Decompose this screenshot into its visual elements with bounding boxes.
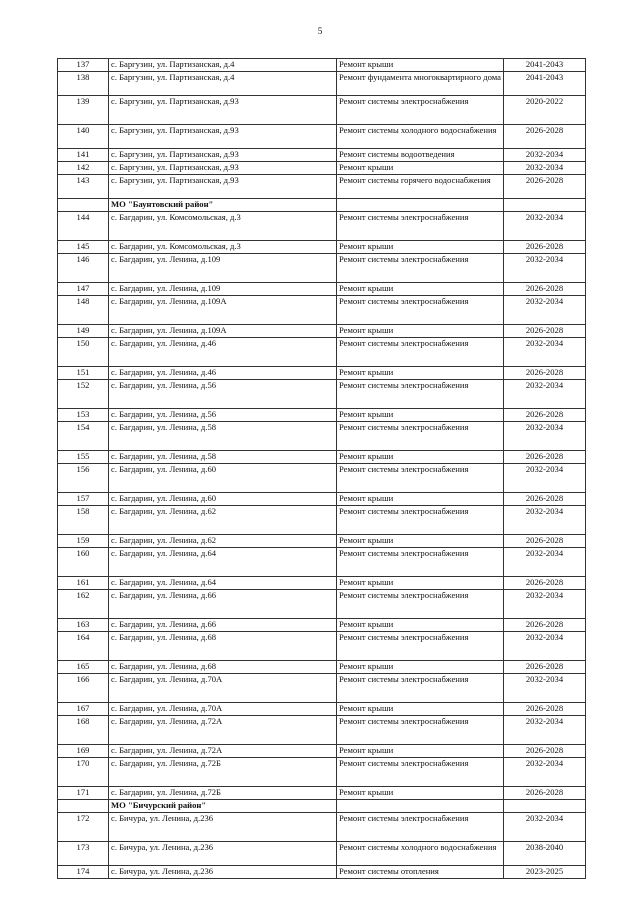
cell-address: с. Бичура, ул. Ленина, д.236 [109, 866, 337, 879]
cell-address: с. Багдарин, ул. Ленина, д.64 [109, 577, 337, 590]
cell-number: 163 [58, 619, 109, 632]
cell-work-type: Ремонт крыши [337, 661, 504, 674]
cell-work-type: Ремонт крыши [337, 787, 504, 800]
cell-work-type: Ремонт крыши [337, 59, 504, 72]
cell-years: 2026-2028 [504, 451, 586, 464]
cell-number: 154 [58, 422, 109, 451]
cell-work-type: Ремонт системы горячего водоснабжения [337, 175, 504, 199]
table-row [58, 338, 586, 367]
cell-number: 140 [58, 125, 109, 149]
cell-address: с. Багдарин, ул. Ленина, д.62 [109, 535, 337, 548]
cell-years: 2032-2034 [504, 548, 586, 577]
cell-number: 170 [58, 758, 109, 787]
table-row [58, 590, 586, 619]
cell-work-type: Ремонт системы холодного водоснабжения [337, 125, 504, 149]
cell-years: 2026-2028 [504, 241, 586, 254]
table-row [58, 842, 586, 866]
section-row [58, 800, 586, 813]
cell-work-type: Ремонт системы электроснабжения [337, 422, 504, 451]
cell-years: 2020-2022 [504, 96, 586, 125]
cell-address: с. Багдарин, ул. Ленина, д.109А [109, 325, 337, 338]
cell-address: с. Багдарин, ул. Ленина, д.58 [109, 422, 337, 451]
table-row [58, 241, 586, 254]
cell-work-type: Ремонт крыши [337, 162, 504, 175]
cell-years: 2032-2034 [504, 716, 586, 745]
cell-number: 151 [58, 367, 109, 380]
cell-address: с. Баргузин, ул. Партизанская, д.93 [109, 96, 337, 125]
table-row [58, 674, 586, 703]
cell-work-type: Ремонт системы электроснабжения [337, 716, 504, 745]
cell-years: 2032-2034 [504, 296, 586, 325]
cell-years: 2026-2028 [504, 703, 586, 716]
table-row [58, 212, 586, 241]
table-row [58, 577, 586, 590]
cell-work-type: Ремонт системы электроснабжения [337, 632, 504, 661]
cell-years: 2026-2028 [504, 745, 586, 758]
cell-address: с. Багдарин, ул. Ленина, д.72Б [109, 758, 337, 787]
cell-address: с. Багдарин, ул. Ленина, д.66 [109, 590, 337, 619]
cell-years: 2032-2034 [504, 632, 586, 661]
cell-years: 2026-2028 [504, 535, 586, 548]
cell-work-type: Ремонт системы электроснабжения [337, 758, 504, 787]
cell-address: с. Багдарин, ул. Ленина, д.109 [109, 283, 337, 296]
cell-work-type: Ремонт системы электроснабжения [337, 590, 504, 619]
cell-address: с. Багдарин, ул. Ленина, д.70А [109, 674, 337, 703]
cell-address: с. Баргузин, ул. Партизанская, д.4 [109, 59, 337, 72]
cell-address: с. Багдарин, ул. Ленина, д.68 [109, 661, 337, 674]
cell-work-type: Ремонт системы холодного водоснабжения [337, 842, 504, 866]
cell-address: с. Багдарин, ул. Ленина, д.56 [109, 409, 337, 422]
cell-years: 2032-2034 [504, 338, 586, 367]
table-row [58, 813, 586, 842]
table-row [58, 149, 586, 162]
cell-address: с. Багдарин, ул. Ленина, д.60 [109, 493, 337, 506]
cell-work-type: Ремонт системы отопления [337, 866, 504, 879]
cell-address: с. Багдарин, ул. Ленина, д.109 [109, 254, 337, 283]
table-row [58, 72, 586, 96]
section-title: МО "Баунтовский район" [109, 199, 337, 212]
cell-number [58, 199, 109, 212]
cell-years [504, 800, 586, 813]
cell-address: с. Баргузин, ул. Партизанская, д.4 [109, 72, 337, 96]
table-row [58, 535, 586, 548]
table-row [58, 506, 586, 535]
cell-address: с. Бичура, ул. Ленина, д.236 [109, 842, 337, 866]
cell-address: с. Багдарин, ул. Ленина, д.72А [109, 716, 337, 745]
cell-years: 2026-2028 [504, 175, 586, 199]
cell-years: 2032-2034 [504, 212, 586, 241]
cell-years: 2026-2028 [504, 283, 586, 296]
cell-work-type: Ремонт крыши [337, 367, 504, 380]
cell-years: 2032-2034 [504, 506, 586, 535]
table-row [58, 464, 586, 493]
cell-number: 162 [58, 590, 109, 619]
cell-address: с. Багдарин, ул. Ленина, д.62 [109, 506, 337, 535]
cell-address: с. Багдарин, ул. Ленина, д.56 [109, 380, 337, 409]
cell-years: 2032-2034 [504, 813, 586, 842]
cell-number: 171 [58, 787, 109, 800]
cell-number: 157 [58, 493, 109, 506]
cell-years: 2026-2028 [504, 661, 586, 674]
cell-number: 156 [58, 464, 109, 493]
repair-schedule-table [57, 58, 586, 879]
cell-work-type: Ремонт системы водоотведения [337, 149, 504, 162]
table-row [58, 59, 586, 72]
cell-number: 169 [58, 745, 109, 758]
cell-years: 2026-2028 [504, 125, 586, 149]
cell-years: 2026-2028 [504, 409, 586, 422]
cell-years: 2032-2034 [504, 464, 586, 493]
table-row [58, 548, 586, 577]
table-row [58, 703, 586, 716]
table-body [58, 59, 586, 879]
cell-number: 168 [58, 716, 109, 745]
table-row [58, 96, 586, 125]
table-row [58, 296, 586, 325]
table-row [58, 632, 586, 661]
cell-years: 2026-2028 [504, 367, 586, 380]
table-row [58, 283, 586, 296]
page-number: 5 [317, 26, 323, 36]
cell-address: с. Багдарин, ул. Ленина, д.46 [109, 338, 337, 367]
cell-years: 2026-2028 [504, 493, 586, 506]
cell-address: с. Бичура, ул. Ленина, д.236 [109, 813, 337, 842]
table-row [58, 619, 586, 632]
cell-number: 138 [58, 72, 109, 96]
cell-years: 2026-2028 [504, 577, 586, 590]
cell-number: 159 [58, 535, 109, 548]
cell-work-type: Ремонт системы электроснабжения [337, 96, 504, 125]
cell-years: 2032-2034 [504, 380, 586, 409]
cell-address: с. Багдарин, ул. Ленина, д.68 [109, 632, 337, 661]
cell-work-type: Ремонт системы электроснабжения [337, 338, 504, 367]
cell-number: 164 [58, 632, 109, 661]
cell-number: 141 [58, 149, 109, 162]
cell-years: 2026-2028 [504, 325, 586, 338]
cell-number: 158 [58, 506, 109, 535]
cell-number: 142 [58, 162, 109, 175]
table-row [58, 162, 586, 175]
cell-number: 147 [58, 283, 109, 296]
cell-number: 167 [58, 703, 109, 716]
cell-work-type: Ремонт системы электроснабжения [337, 296, 504, 325]
cell-years: 2032-2034 [504, 758, 586, 787]
cell-number: 166 [58, 674, 109, 703]
cell-work-type: Ремонт фундамента многоквартирного дома [337, 72, 504, 96]
cell-address: с. Багдарин, ул. Ленина, д.72Б [109, 787, 337, 800]
cell-work-type: Ремонт крыши [337, 241, 504, 254]
table-row [58, 175, 586, 199]
cell-number: 145 [58, 241, 109, 254]
cell-work-type: Ремонт крыши [337, 409, 504, 422]
cell-work-type: Ремонт системы электроснабжения [337, 212, 504, 241]
table-row [58, 866, 586, 879]
cell-number: 161 [58, 577, 109, 590]
cell-years: 2032-2034 [504, 422, 586, 451]
cell-work-type [337, 800, 504, 813]
cell-number: 139 [58, 96, 109, 125]
cell-work-type: Ремонт системы электроснабжения [337, 380, 504, 409]
cell-work-type [337, 199, 504, 212]
cell-number: 150 [58, 338, 109, 367]
cell-work-type: Ремонт крыши [337, 619, 504, 632]
cell-work-type: Ремонт крыши [337, 283, 504, 296]
cell-years: 2038-2040 [504, 842, 586, 866]
table-row [58, 451, 586, 464]
cell-work-type: Ремонт системы электроснабжения [337, 464, 504, 493]
cell-years: 2032-2034 [504, 149, 586, 162]
cell-number: 148 [58, 296, 109, 325]
cell-address: с. Багдарин, ул. Ленина, д.46 [109, 367, 337, 380]
cell-number: 160 [58, 548, 109, 577]
cell-address: с. Багдарин, ул. Комсомольская, д.3 [109, 241, 337, 254]
section-row [58, 199, 586, 212]
cell-years: 2041-2043 [504, 72, 586, 96]
cell-work-type: Ремонт системы электроснабжения [337, 506, 504, 535]
cell-address: с. Багдарин, ул. Ленина, д.66 [109, 619, 337, 632]
cell-work-type: Ремонт крыши [337, 325, 504, 338]
cell-years: 2032-2034 [504, 674, 586, 703]
cell-number: 172 [58, 813, 109, 842]
table-row [58, 787, 586, 800]
cell-address: с. Багдарин, ул. Ленина, д.60 [109, 464, 337, 493]
table-row [58, 716, 586, 745]
cell-work-type: Ремонт крыши [337, 493, 504, 506]
cell-years: 2023-2025 [504, 866, 586, 879]
cell-number: 146 [58, 254, 109, 283]
cell-address: с. Багдарин, ул. Ленина, д.58 [109, 451, 337, 464]
table-row [58, 325, 586, 338]
cell-number: 143 [58, 175, 109, 199]
cell-address: с. Багдарин, ул. Ленина, д.72А [109, 745, 337, 758]
cell-number: 149 [58, 325, 109, 338]
cell-work-type: Ремонт крыши [337, 703, 504, 716]
table-row [58, 380, 586, 409]
cell-address: с. Багдарин, ул. Ленина, д.70А [109, 703, 337, 716]
table-row [58, 409, 586, 422]
table-row [58, 367, 586, 380]
cell-address: с. Багдарин, ул. Ленина, д.64 [109, 548, 337, 577]
cell-work-type: Ремонт системы электроснабжения [337, 548, 504, 577]
table-row [58, 254, 586, 283]
cell-number: 155 [58, 451, 109, 464]
cell-number: 173 [58, 842, 109, 866]
cell-years: 2032-2034 [504, 162, 586, 175]
cell-address: с. Баргузин, ул. Партизанская, д.93 [109, 162, 337, 175]
table-row [58, 758, 586, 787]
cell-years: 2026-2028 [504, 619, 586, 632]
cell-number: 144 [58, 212, 109, 241]
cell-work-type: Ремонт крыши [337, 535, 504, 548]
cell-address: с. Баргузин, ул. Партизанская, д.93 [109, 125, 337, 149]
cell-years: 2032-2034 [504, 590, 586, 619]
table-row [58, 493, 586, 506]
cell-work-type: Ремонт системы электроснабжения [337, 813, 504, 842]
cell-work-type: Ремонт крыши [337, 745, 504, 758]
cell-number [58, 800, 109, 813]
cell-years [504, 199, 586, 212]
table-row [58, 661, 586, 674]
cell-work-type: Ремонт системы электроснабжения [337, 254, 504, 283]
cell-years: 2026-2028 [504, 787, 586, 800]
cell-address: с. Баргузин, ул. Партизанская, д.93 [109, 175, 337, 199]
cell-work-type: Ремонт крыши [337, 577, 504, 590]
cell-years: 2032-2034 [504, 254, 586, 283]
cell-address: с. Баргузин, ул. Партизанская, д.93 [109, 149, 337, 162]
cell-number: 137 [58, 59, 109, 72]
cell-years: 2041-2043 [504, 59, 586, 72]
cell-address: с. Багдарин, ул. Комсомольская, д.3 [109, 212, 337, 241]
cell-work-type: Ремонт системы электроснабжения [337, 674, 504, 703]
cell-work-type: Ремонт крыши [337, 451, 504, 464]
section-title: МО "Бичурский район" [109, 800, 337, 813]
cell-number: 174 [58, 866, 109, 879]
table-row [58, 125, 586, 149]
cell-number: 153 [58, 409, 109, 422]
cell-number: 152 [58, 380, 109, 409]
cell-number: 165 [58, 661, 109, 674]
table-row [58, 422, 586, 451]
table-row [58, 745, 586, 758]
cell-address: с. Багдарин, ул. Ленина, д.109А [109, 296, 337, 325]
